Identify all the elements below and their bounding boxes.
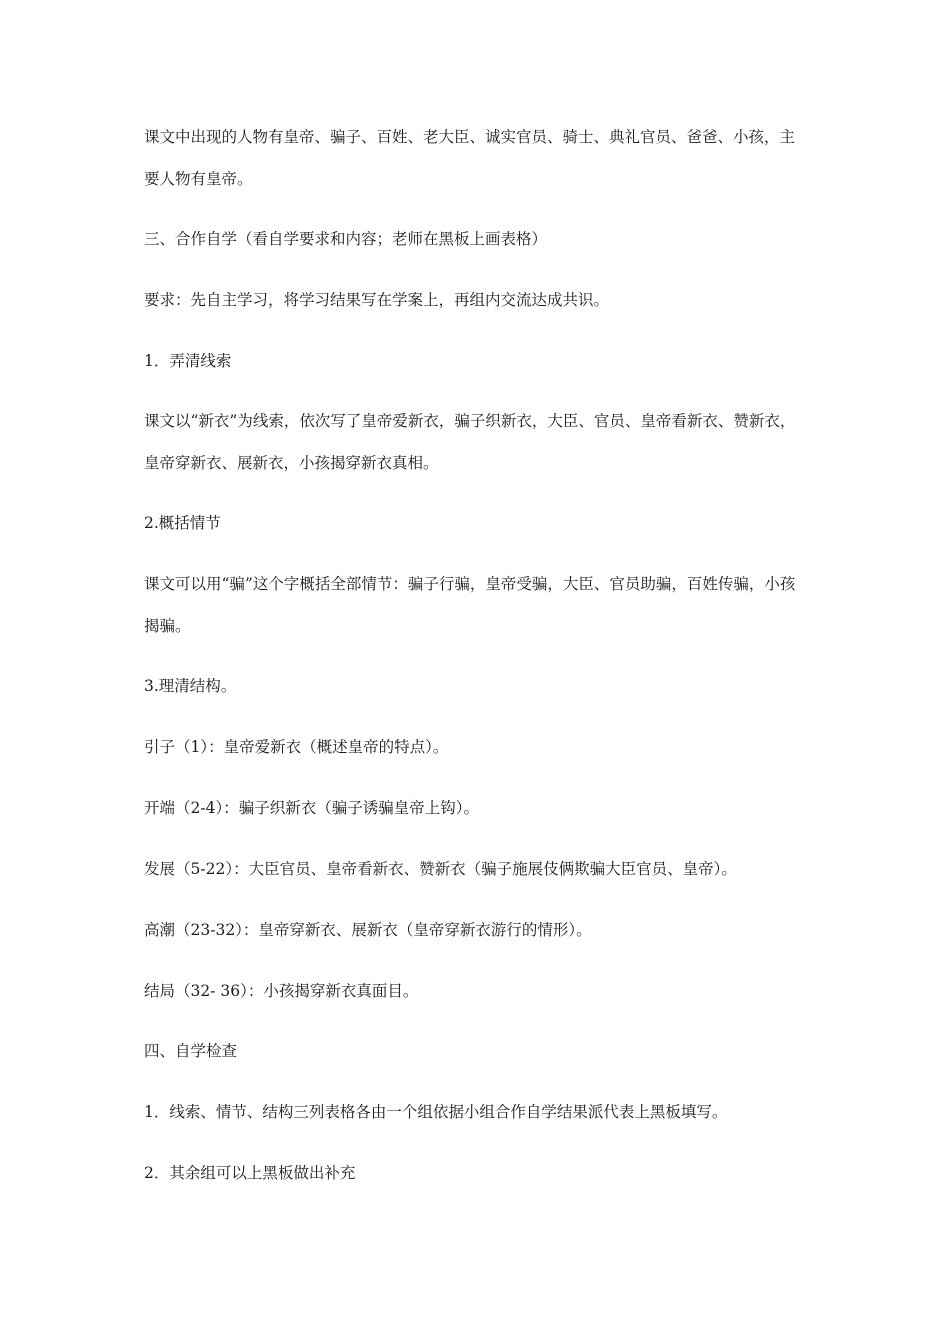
structure-ending: 结局（32- 36）：小孩揭穿新衣真面目。 bbox=[144, 982, 419, 1000]
paragraph-plot: 课文可以用“骗”这个字概括全部情节：骗子行骗，皇帝受骗，大臣、官员助骗，百姓传骗，小孩揭骗。 bbox=[144, 575, 796, 635]
heading-cooperative-study: 三、合作自学（看自学要求和内容；老师在黑板上画表格） bbox=[144, 230, 548, 248]
self-check-item-2: 2．其余组可以上黑板做出补充 bbox=[144, 1164, 356, 1182]
structure-development: 发展（5-22）：大臣官员、皇帝看新衣、赞新衣（骗子施展伎俩欺骗大臣官员、皇帝）。 bbox=[144, 860, 737, 878]
structure-climax: 高潮（23-32）：皇帝穿新衣、展新衣（皇帝穿新衣游行的情形）。 bbox=[144, 921, 592, 939]
heading-clue: 1．弄清线索 bbox=[144, 352, 232, 370]
heading-plot: 2.概括情节 bbox=[144, 514, 221, 532]
paragraph-clue: 课文以“新衣”为线索，依次写了皇帝爱新衣，骗子织新衣，大臣、官员、皇帝看新衣、赞新衣，皇帝穿新衣、展新衣，小孩揭穿新衣真相。 bbox=[144, 412, 796, 472]
structure-beginning: 开端（2-4）：骗子织新衣（骗子诱骗皇帝上钩）。 bbox=[144, 799, 479, 817]
self-check-item-1: 1．线索、情节、结构三列表格各由一个组依据小组合作自学结果派代表上黑板填写。 bbox=[144, 1103, 728, 1121]
heading-self-check: 四、自学检查 bbox=[144, 1042, 238, 1060]
paragraph-characters: 课文中出现的人物有皇帝、骗子、百姓、老大臣、诚实官员、骑士、典礼官员、爸爸、小孩，主要人物有皇帝。 bbox=[144, 128, 796, 188]
paragraph-requirements: 要求：先自主学习，将学习结果写在学案上，再组内交流达成共识。 bbox=[144, 291, 610, 309]
structure-intro: 引子（1）：皇帝爱新衣（概述皇帝的特点）。 bbox=[144, 738, 449, 756]
heading-structure: 3.理清结构。 bbox=[144, 677, 237, 695]
